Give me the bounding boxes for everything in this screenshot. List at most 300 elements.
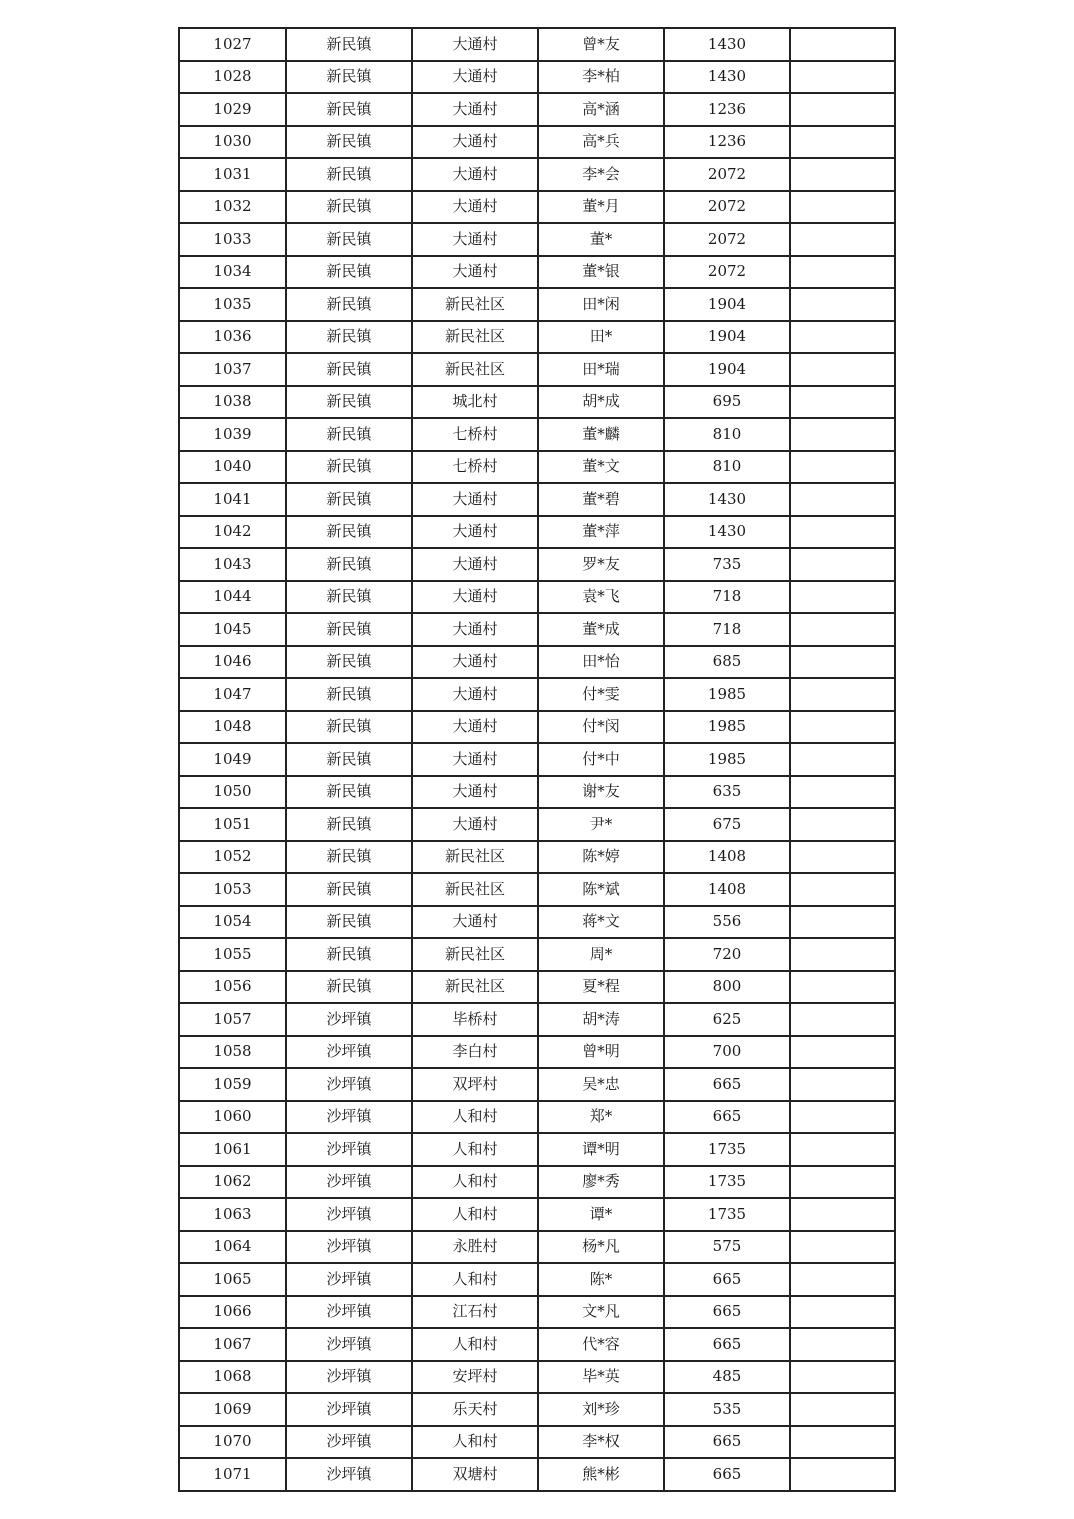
- cell-town: 新民镇: [286, 223, 412, 256]
- table-row: [179, 321, 895, 354]
- cell-note: [790, 61, 895, 94]
- cell-name: 董*成: [538, 613, 664, 646]
- cell-serial-number: 1038: [179, 386, 286, 419]
- cell-serial-number: 1062: [179, 1166, 286, 1199]
- cell-village: 新民社区: [412, 841, 538, 874]
- cell-note: [790, 906, 895, 939]
- cell-name: 田*怡: [538, 646, 664, 679]
- cell-village: 大通村: [412, 126, 538, 159]
- cell-amount: 535: [664, 1393, 790, 1426]
- cell-note: [790, 288, 895, 321]
- cell-town: 新民镇: [286, 386, 412, 419]
- cell-village: 大通村: [412, 613, 538, 646]
- table-row: [179, 613, 895, 646]
- cell-name: 陈*斌: [538, 873, 664, 906]
- table-row: [179, 223, 895, 256]
- cell-note: [790, 126, 895, 159]
- cell-village: 大通村: [412, 581, 538, 614]
- cell-note: [790, 1101, 895, 1134]
- cell-town: 沙坪镇: [286, 1231, 412, 1264]
- cell-amount: 800: [664, 971, 790, 1004]
- table-row: [179, 548, 895, 581]
- cell-amount: 1408: [664, 841, 790, 874]
- cell-town: 新民镇: [286, 516, 412, 549]
- cell-village: 大通村: [412, 93, 538, 126]
- cell-name: 董*月: [538, 191, 664, 224]
- cell-town: 沙坪镇: [286, 1101, 412, 1134]
- cell-serial-number: 1060: [179, 1101, 286, 1134]
- table-row: [179, 1003, 895, 1036]
- cell-amount: 2072: [664, 158, 790, 191]
- cell-serial-number: 1057: [179, 1003, 286, 1036]
- cell-note: [790, 581, 895, 614]
- cell-town: 新民镇: [286, 743, 412, 776]
- cell-village: 大通村: [412, 191, 538, 224]
- cell-amount: 1408: [664, 873, 790, 906]
- cell-name: 文*凡: [538, 1296, 664, 1329]
- cell-village: 大通村: [412, 711, 538, 744]
- table-row: [179, 841, 895, 874]
- cell-village: 新民社区: [412, 288, 538, 321]
- cell-amount: 1430: [664, 483, 790, 516]
- table-row: [179, 1263, 895, 1296]
- cell-amount: 2072: [664, 191, 790, 224]
- cell-serial-number: 1030: [179, 126, 286, 159]
- table-row: [179, 1198, 895, 1231]
- cell-note: [790, 1328, 895, 1361]
- cell-serial-number: 1047: [179, 678, 286, 711]
- cell-note: [790, 28, 895, 61]
- cell-amount: 1430: [664, 516, 790, 549]
- cell-village: 大通村: [412, 61, 538, 94]
- cell-note: [790, 743, 895, 776]
- cell-town: 新民镇: [286, 548, 412, 581]
- table-row: [179, 1231, 895, 1264]
- cell-amount: 1236: [664, 93, 790, 126]
- cell-serial-number: 1041: [179, 483, 286, 516]
- cell-town: 沙坪镇: [286, 1296, 412, 1329]
- cell-amount: 1735: [664, 1198, 790, 1231]
- cell-name: 陈*婷: [538, 841, 664, 874]
- cell-town: 新民镇: [286, 906, 412, 939]
- cell-town: 新民镇: [286, 971, 412, 1004]
- cell-note: [790, 158, 895, 191]
- cell-town: 新民镇: [286, 613, 412, 646]
- cell-village: 七桥村: [412, 451, 538, 484]
- records-table-body: [179, 28, 895, 1491]
- cell-name: 董*银: [538, 256, 664, 289]
- cell-serial-number: 1039: [179, 418, 286, 451]
- cell-village: 大通村: [412, 776, 538, 809]
- cell-amount: 665: [664, 1328, 790, 1361]
- cell-name: 付*中: [538, 743, 664, 776]
- cell-village: 江石村: [412, 1296, 538, 1329]
- cell-note: [790, 256, 895, 289]
- cell-village: 城北村: [412, 386, 538, 419]
- cell-note: [790, 841, 895, 874]
- table-row: [179, 1426, 895, 1459]
- cell-town: 沙坪镇: [286, 1166, 412, 1199]
- cell-village: 双塘村: [412, 1458, 538, 1491]
- cell-serial-number: 1069: [179, 1393, 286, 1426]
- cell-amount: 1236: [664, 126, 790, 159]
- cell-amount: 1430: [664, 28, 790, 61]
- cell-town: 新民镇: [286, 288, 412, 321]
- cell-name: 罗*友: [538, 548, 664, 581]
- cell-serial-number: 1063: [179, 1198, 286, 1231]
- cell-town: 沙坪镇: [286, 1361, 412, 1394]
- cell-name: 周*: [538, 938, 664, 971]
- table-row: [179, 386, 895, 419]
- table-row: [179, 873, 895, 906]
- cell-amount: 1985: [664, 678, 790, 711]
- cell-note: [790, 1231, 895, 1264]
- table-row: [179, 158, 895, 191]
- cell-town: 新民镇: [286, 256, 412, 289]
- cell-serial-number: 1052: [179, 841, 286, 874]
- cell-amount: 665: [664, 1458, 790, 1491]
- cell-village: 永胜村: [412, 1231, 538, 1264]
- cell-amount: 1735: [664, 1166, 790, 1199]
- cell-serial-number: 1040: [179, 451, 286, 484]
- cell-serial-number: 1048: [179, 711, 286, 744]
- table-row: [179, 256, 895, 289]
- cell-note: [790, 1198, 895, 1231]
- cell-serial-number: 1035: [179, 288, 286, 321]
- cell-name: 杨*凡: [538, 1231, 664, 1264]
- cell-village: 七桥村: [412, 418, 538, 451]
- cell-name: 谢*友: [538, 776, 664, 809]
- cell-serial-number: 1071: [179, 1458, 286, 1491]
- cell-village: 大通村: [412, 743, 538, 776]
- table-row: [179, 938, 895, 971]
- cell-serial-number: 1032: [179, 191, 286, 224]
- table-row: [179, 28, 895, 61]
- cell-village: 大通村: [412, 28, 538, 61]
- cell-amount: 675: [664, 808, 790, 841]
- table-row: [179, 1458, 895, 1491]
- cell-serial-number: 1046: [179, 646, 286, 679]
- cell-town: 新民镇: [286, 93, 412, 126]
- table-row: [179, 191, 895, 224]
- cell-town: 沙坪镇: [286, 1133, 412, 1166]
- table-row: [179, 93, 895, 126]
- table-row: [179, 1068, 895, 1101]
- cell-amount: 735: [664, 548, 790, 581]
- cell-note: [790, 191, 895, 224]
- cell-village: 大通村: [412, 808, 538, 841]
- cell-serial-number: 1049: [179, 743, 286, 776]
- cell-village: 人和村: [412, 1263, 538, 1296]
- cell-name: 尹*: [538, 808, 664, 841]
- cell-amount: 2072: [664, 256, 790, 289]
- cell-name: 刘*珍: [538, 1393, 664, 1426]
- cell-amount: 1904: [664, 288, 790, 321]
- cell-name: 谭*明: [538, 1133, 664, 1166]
- cell-amount: 810: [664, 451, 790, 484]
- cell-note: [790, 711, 895, 744]
- cell-name: 付*雯: [538, 678, 664, 711]
- cell-town: 沙坪镇: [286, 1036, 412, 1069]
- cell-amount: 665: [664, 1426, 790, 1459]
- table-row: [179, 711, 895, 744]
- cell-serial-number: 1050: [179, 776, 286, 809]
- cell-serial-number: 1027: [179, 28, 286, 61]
- cell-note: [790, 776, 895, 809]
- cell-amount: 1985: [664, 743, 790, 776]
- table-row: [179, 1133, 895, 1166]
- cell-amount: 635: [664, 776, 790, 809]
- cell-village: 大通村: [412, 158, 538, 191]
- cell-note: [790, 646, 895, 679]
- cell-name: 田*闲: [538, 288, 664, 321]
- cell-town: 新民镇: [286, 483, 412, 516]
- cell-amount: 810: [664, 418, 790, 451]
- cell-town: 新民镇: [286, 451, 412, 484]
- cell-amount: 718: [664, 613, 790, 646]
- cell-note: [790, 1426, 895, 1459]
- table-row: [179, 1328, 895, 1361]
- cell-note: [790, 938, 895, 971]
- cell-serial-number: 1056: [179, 971, 286, 1004]
- cell-town: 新民镇: [286, 353, 412, 386]
- cell-town: 新民镇: [286, 938, 412, 971]
- cell-amount: 695: [664, 386, 790, 419]
- cell-note: [790, 353, 895, 386]
- cell-village: 新民社区: [412, 971, 538, 1004]
- cell-note: [790, 678, 895, 711]
- cell-town: 沙坪镇: [286, 1426, 412, 1459]
- cell-serial-number: 1064: [179, 1231, 286, 1264]
- cell-amount: 665: [664, 1101, 790, 1134]
- cell-town: 沙坪镇: [286, 1458, 412, 1491]
- cell-serial-number: 1059: [179, 1068, 286, 1101]
- cell-town: 新民镇: [286, 776, 412, 809]
- cell-serial-number: 1054: [179, 906, 286, 939]
- cell-note: [790, 808, 895, 841]
- cell-note: [790, 483, 895, 516]
- cell-town: 新民镇: [286, 126, 412, 159]
- cell-serial-number: 1067: [179, 1328, 286, 1361]
- cell-amount: 2072: [664, 223, 790, 256]
- cell-village: 新民社区: [412, 938, 538, 971]
- cell-village: 新民社区: [412, 321, 538, 354]
- table-row: [179, 516, 895, 549]
- cell-name: 陈*: [538, 1263, 664, 1296]
- cell-note: [790, 1166, 895, 1199]
- records-table: [178, 27, 896, 1492]
- cell-name: 曾*明: [538, 1036, 664, 1069]
- table-row: [179, 1296, 895, 1329]
- table-row: [179, 906, 895, 939]
- cell-town: 新民镇: [286, 808, 412, 841]
- cell-note: [790, 1263, 895, 1296]
- cell-serial-number: 1065: [179, 1263, 286, 1296]
- cell-town: 新民镇: [286, 841, 412, 874]
- cell-town: 新民镇: [286, 418, 412, 451]
- table-row: [179, 451, 895, 484]
- cell-amount: 700: [664, 1036, 790, 1069]
- cell-serial-number: 1036: [179, 321, 286, 354]
- cell-note: [790, 451, 895, 484]
- table-row: [179, 61, 895, 94]
- table-row: [179, 288, 895, 321]
- table-row: [179, 353, 895, 386]
- cell-serial-number: 1029: [179, 93, 286, 126]
- cell-serial-number: 1043: [179, 548, 286, 581]
- cell-village: 人和村: [412, 1133, 538, 1166]
- cell-amount: 1430: [664, 61, 790, 94]
- cell-name: 熊*彬: [538, 1458, 664, 1491]
- cell-name: 高*兵: [538, 126, 664, 159]
- cell-amount: 1904: [664, 321, 790, 354]
- cell-note: [790, 613, 895, 646]
- cell-name: 董*碧: [538, 483, 664, 516]
- cell-town: 沙坪镇: [286, 1003, 412, 1036]
- table-row: [179, 646, 895, 679]
- cell-town: 新民镇: [286, 646, 412, 679]
- cell-village: 新民社区: [412, 353, 538, 386]
- cell-serial-number: 1058: [179, 1036, 286, 1069]
- cell-note: [790, 321, 895, 354]
- cell-town: 沙坪镇: [286, 1198, 412, 1231]
- cell-town: 新民镇: [286, 191, 412, 224]
- cell-amount: 665: [664, 1263, 790, 1296]
- cell-town: 沙坪镇: [286, 1393, 412, 1426]
- cell-village: 大通村: [412, 906, 538, 939]
- cell-village: 大通村: [412, 516, 538, 549]
- cell-village: 大通村: [412, 256, 538, 289]
- cell-serial-number: 1037: [179, 353, 286, 386]
- table-row: [179, 1166, 895, 1199]
- cell-amount: 575: [664, 1231, 790, 1264]
- cell-note: [790, 1296, 895, 1329]
- cell-village: 人和村: [412, 1426, 538, 1459]
- cell-amount: 685: [664, 646, 790, 679]
- cell-note: [790, 1361, 895, 1394]
- cell-name: 蒋*文: [538, 906, 664, 939]
- cell-note: [790, 1458, 895, 1491]
- cell-serial-number: 1044: [179, 581, 286, 614]
- table-row: [179, 1361, 895, 1394]
- cell-amount: 485: [664, 1361, 790, 1394]
- cell-serial-number: 1031: [179, 158, 286, 191]
- cell-village: 大通村: [412, 646, 538, 679]
- cell-serial-number: 1028: [179, 61, 286, 94]
- cell-name: 曾*友: [538, 28, 664, 61]
- table-row: [179, 678, 895, 711]
- cell-name: 毕*英: [538, 1361, 664, 1394]
- cell-village: 新民社区: [412, 873, 538, 906]
- table-row: [179, 581, 895, 614]
- cell-amount: 720: [664, 938, 790, 971]
- cell-note: [790, 873, 895, 906]
- cell-note: [790, 386, 895, 419]
- cell-village: 大通村: [412, 548, 538, 581]
- cell-note: [790, 1036, 895, 1069]
- cell-village: 人和村: [412, 1328, 538, 1361]
- cell-serial-number: 1061: [179, 1133, 286, 1166]
- cell-town: 新民镇: [286, 321, 412, 354]
- cell-name: 李*柏: [538, 61, 664, 94]
- cell-town: 新民镇: [286, 61, 412, 94]
- cell-name: 吴*忠: [538, 1068, 664, 1101]
- cell-name: 田*: [538, 321, 664, 354]
- cell-town: 沙坪镇: [286, 1328, 412, 1361]
- cell-village: 大通村: [412, 483, 538, 516]
- cell-town: 沙坪镇: [286, 1263, 412, 1296]
- cell-note: [790, 1068, 895, 1101]
- cell-note: [790, 93, 895, 126]
- cell-name: 付*闵: [538, 711, 664, 744]
- cell-town: 新民镇: [286, 581, 412, 614]
- cell-name: 高*涵: [538, 93, 664, 126]
- cell-amount: 625: [664, 1003, 790, 1036]
- cell-name: 李*会: [538, 158, 664, 191]
- table-row: [179, 808, 895, 841]
- cell-serial-number: 1033: [179, 223, 286, 256]
- cell-town: 沙坪镇: [286, 1068, 412, 1101]
- cell-town: 新民镇: [286, 678, 412, 711]
- cell-serial-number: 1070: [179, 1426, 286, 1459]
- cell-village: 双坪村: [412, 1068, 538, 1101]
- cell-amount: 718: [664, 581, 790, 614]
- cell-name: 董*麟: [538, 418, 664, 451]
- cell-name: 夏*程: [538, 971, 664, 1004]
- cell-town: 新民镇: [286, 28, 412, 61]
- cell-town: 新民镇: [286, 711, 412, 744]
- cell-serial-number: 1051: [179, 808, 286, 841]
- cell-village: 乐天村: [412, 1393, 538, 1426]
- cell-note: [790, 971, 895, 1004]
- cell-name: 董*萍: [538, 516, 664, 549]
- cell-amount: 665: [664, 1296, 790, 1329]
- cell-amount: 665: [664, 1068, 790, 1101]
- cell-name: 袁*飞: [538, 581, 664, 614]
- cell-serial-number: 1055: [179, 938, 286, 971]
- table-row: [179, 1036, 895, 1069]
- cell-serial-number: 1045: [179, 613, 286, 646]
- cell-amount: 1735: [664, 1133, 790, 1166]
- cell-village: 安坪村: [412, 1361, 538, 1394]
- cell-village: 人和村: [412, 1198, 538, 1231]
- table-row: [179, 418, 895, 451]
- cell-amount: 1985: [664, 711, 790, 744]
- cell-name: 胡*涛: [538, 1003, 664, 1036]
- table-row: [179, 971, 895, 1004]
- cell-village: 人和村: [412, 1101, 538, 1134]
- cell-name: 郑*: [538, 1101, 664, 1134]
- cell-serial-number: 1034: [179, 256, 286, 289]
- cell-serial-number: 1053: [179, 873, 286, 906]
- cell-name: 李*权: [538, 1426, 664, 1459]
- table-row: [179, 483, 895, 516]
- cell-name: 廖*秀: [538, 1166, 664, 1199]
- cell-name: 谭*: [538, 1198, 664, 1231]
- cell-village: 大通村: [412, 223, 538, 256]
- cell-note: [790, 516, 895, 549]
- cell-village: 李白村: [412, 1036, 538, 1069]
- cell-village: 毕桥村: [412, 1003, 538, 1036]
- cell-name: 董*: [538, 223, 664, 256]
- table-row: [179, 126, 895, 159]
- cell-town: 新民镇: [286, 158, 412, 191]
- cell-note: [790, 418, 895, 451]
- cell-note: [790, 1133, 895, 1166]
- table-row: [179, 743, 895, 776]
- cell-amount: 556: [664, 906, 790, 939]
- table-row: [179, 776, 895, 809]
